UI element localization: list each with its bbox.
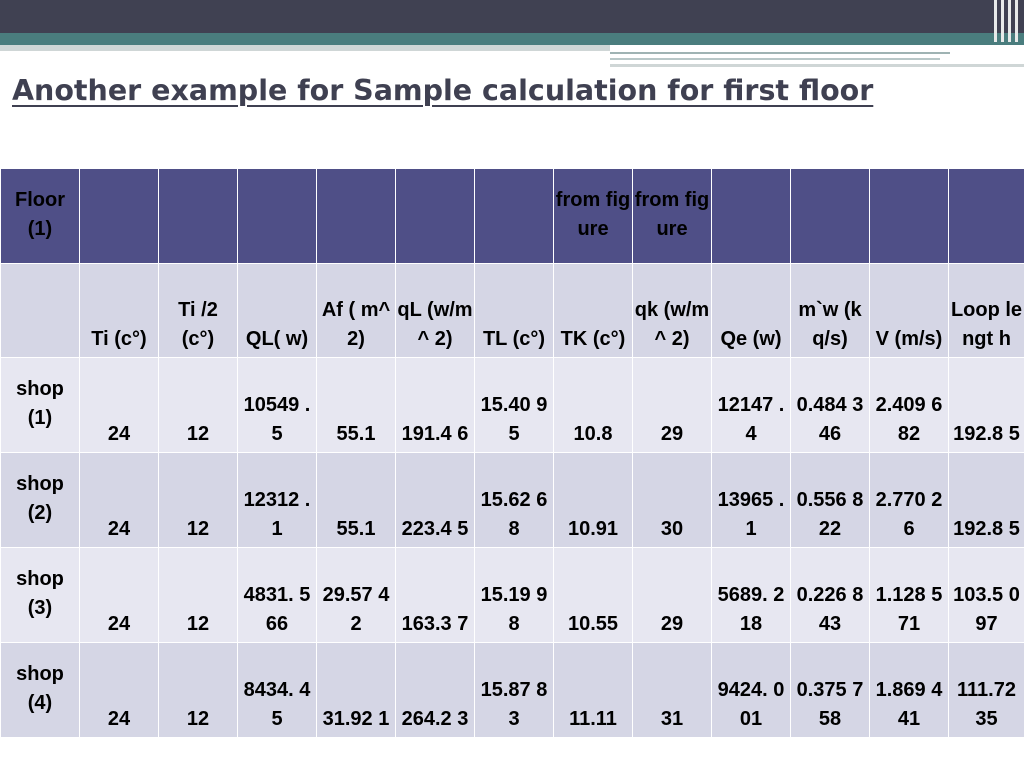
- table-cell: shop (4): [1, 643, 80, 738]
- table-cell: 5689. 218: [712, 548, 791, 643]
- table-cell: 223.4 5: [396, 453, 475, 548]
- table-cell: 29: [633, 358, 712, 453]
- decorative-line: [610, 58, 940, 60]
- table-cell: 12147 .4: [712, 358, 791, 453]
- units-cell: V (m/s): [870, 264, 949, 358]
- table-cell: shop (2): [1, 453, 80, 548]
- table-cell: 8434. 45: [238, 643, 317, 738]
- table-cell: 55.1: [317, 358, 396, 453]
- table-cell: 29: [633, 548, 712, 643]
- units-cell: TK (c°): [554, 264, 633, 358]
- table-cell: 15.40 95: [475, 358, 554, 453]
- header-cell: [949, 169, 1024, 264]
- header-cell: [475, 169, 554, 264]
- header-cell: [159, 169, 238, 264]
- table-cell: 192.8 5: [949, 453, 1024, 548]
- table-cell: 24: [80, 643, 159, 738]
- units-cell: [1, 264, 80, 358]
- table-cell: 111.72 35: [949, 643, 1024, 738]
- table-cell: 12: [159, 358, 238, 453]
- table-cell: 12: [159, 548, 238, 643]
- units-cell: QL( w): [238, 264, 317, 358]
- header-cell: [317, 169, 396, 264]
- header-bar-dark: [0, 0, 1024, 33]
- table-cell: 163.3 7: [396, 548, 475, 643]
- table-cell: 10549 .5: [238, 358, 317, 453]
- table-cell: 191.4 6: [396, 358, 475, 453]
- table-cell: 24: [80, 453, 159, 548]
- table-cell: 1.869 441: [870, 643, 949, 738]
- units-cell: Ti /2 (c°): [159, 264, 238, 358]
- table-cell: 12: [159, 453, 238, 548]
- table-cell: 31: [633, 643, 712, 738]
- table-row: [1, 643, 1024, 738]
- header-cell: [396, 169, 475, 264]
- header-cell: [791, 169, 870, 264]
- table-cell: 30: [633, 453, 712, 548]
- table-cell: 0.226 843: [791, 548, 870, 643]
- table-cell: 10.55: [554, 548, 633, 643]
- table-header-row: [1, 169, 1024, 264]
- table-cell: 13965 .1: [712, 453, 791, 548]
- header-bar-teal: [0, 33, 1024, 45]
- table-cell: 12312 .1: [238, 453, 317, 548]
- table-cell: 4831. 566: [238, 548, 317, 643]
- table-cell: 0.556 822: [791, 453, 870, 548]
- header-cell: [238, 169, 317, 264]
- units-cell: qL (w/m^ 2): [396, 264, 475, 358]
- table-cell: shop (3): [1, 548, 80, 643]
- header-cell: [80, 169, 159, 264]
- table-cell: 15.19 98: [475, 548, 554, 643]
- units-cell: TL (c°): [475, 264, 554, 358]
- units-cell: Ti (c°): [80, 264, 159, 358]
- table-cell: 264.2 3: [396, 643, 475, 738]
- table-cell: 12: [159, 643, 238, 738]
- header-bar-light: [0, 45, 610, 51]
- units-cell: m`w (kq/s): [791, 264, 870, 358]
- table-cell: 192.8 5: [949, 358, 1024, 453]
- decorative-line: [610, 64, 1024, 67]
- decorative-line: [610, 52, 950, 54]
- table-cell: 9424. 001: [712, 643, 791, 738]
- header-cell: Floor (1): [1, 169, 80, 264]
- header-cell: from figure: [633, 169, 712, 264]
- table-cell: 0.375 758: [791, 643, 870, 738]
- table-cell: 10.91: [554, 453, 633, 548]
- table-cell: 55.1: [317, 453, 396, 548]
- units-cell: Af ( m^2): [317, 264, 396, 358]
- table-cell: 24: [80, 358, 159, 453]
- units-cell: Loop lengt h: [949, 264, 1024, 358]
- table-cell: 24: [80, 548, 159, 643]
- table-units-row: [1, 264, 1024, 358]
- table-cell: 29.57 42: [317, 548, 396, 643]
- table-cell: 11.11: [554, 643, 633, 738]
- header-cell: [870, 169, 949, 264]
- table-cell: 2.409 682: [870, 358, 949, 453]
- table-row: [1, 358, 1024, 453]
- table-row: [1, 548, 1024, 643]
- table-cell: 15.62 68: [475, 453, 554, 548]
- header-cell: [712, 169, 791, 264]
- table-cell: 10.8: [554, 358, 633, 453]
- units-cell: Qe (w): [712, 264, 791, 358]
- calculation-table: [0, 168, 1024, 738]
- table-cell: 15.87 83: [475, 643, 554, 738]
- table-cell: 1.128 571: [870, 548, 949, 643]
- units-cell: qk (w/m^ 2): [633, 264, 712, 358]
- table-cell: 0.484 346: [791, 358, 870, 453]
- header-cell: from figure: [554, 169, 633, 264]
- table-row: [1, 453, 1024, 548]
- table-cell: 31.92 1: [317, 643, 396, 738]
- decorative-stripes: [990, 0, 1024, 42]
- table-cell: 2.770 26: [870, 453, 949, 548]
- slide-title: Another example for Sample calculation for first floor: [12, 74, 874, 107]
- table-cell: shop (1): [1, 358, 80, 453]
- table-cell: 103.5 097: [949, 548, 1024, 643]
